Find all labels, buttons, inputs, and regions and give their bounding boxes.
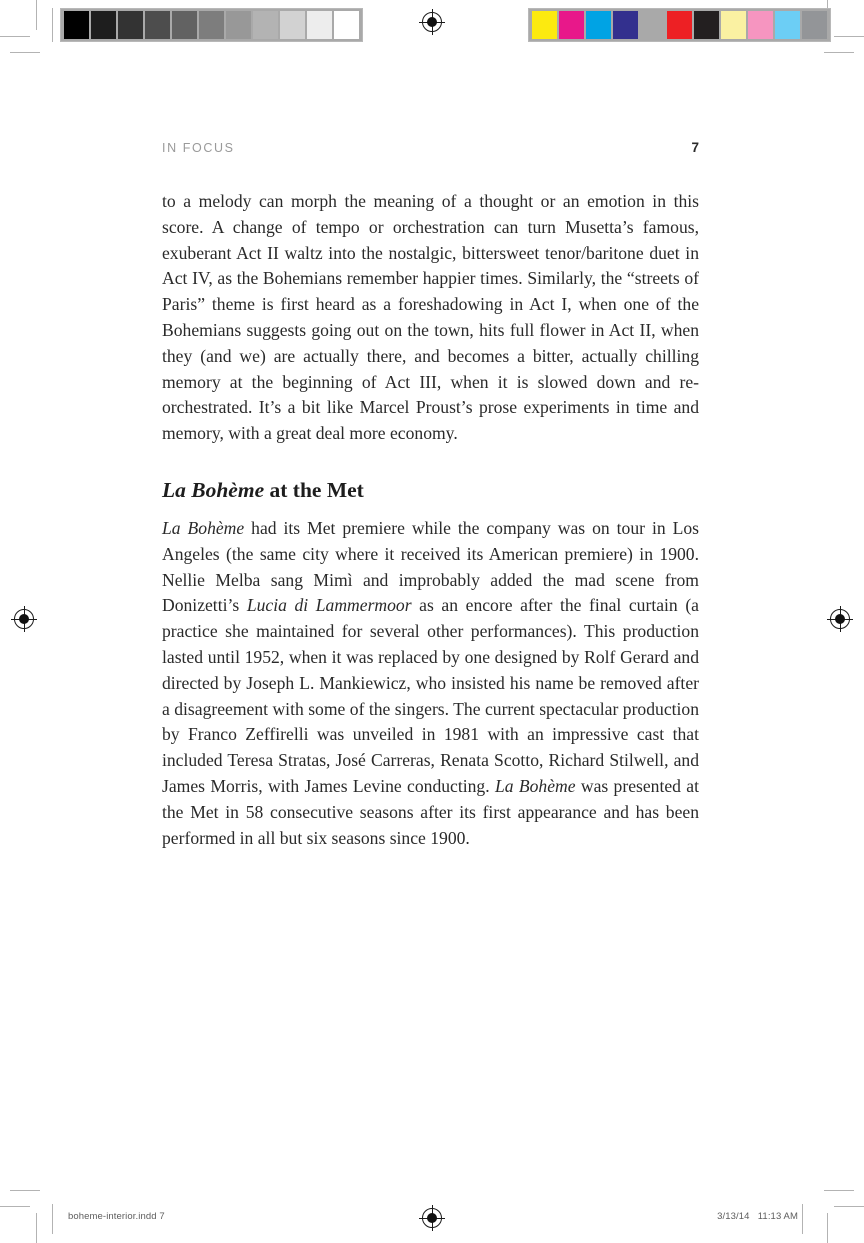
color-swatch-9 [775, 11, 800, 39]
color-swatch-5 [667, 11, 692, 39]
registration-mark-left-icon [11, 606, 37, 632]
crop-mark-right-bottom-horizontal [834, 1206, 864, 1207]
page-number: 7 [691, 140, 699, 155]
crop-mark-left-top-horizontal [0, 36, 30, 37]
color-swatch-1 [559, 11, 584, 39]
body-paragraph-intro: to a melody can morph the meaning of a thought or an emotion in this score. A change of tempo or orchestration can turn Musetta’s famous, exuberant Act II waltz into the nostalgic, bittersweet tenor/baritone duet in Act IV, as the Bohemians remember happier times. Similarly, the “streets of Paris” theme is first heard as a foreshadowing in Act I, when one of the Bohemians suggests going out on the town, hits full flower in Act II, when they (and we) are actually there, and becomes a bitter, actually chilling memory at the beginning of Act III, when it is slowed down and re-orchestrated. It’s a bit like Marcel Proust’s prose experiments in time and memory, with a great deal more economy. [162, 191, 699, 444]
section-heading [162, 477, 699, 503]
grayscale-swatch-4 [172, 11, 197, 39]
registration-mark-right-icon [827, 606, 853, 632]
crop-mark-right-top-horizontal-2 [824, 52, 854, 53]
grayscale-swatch-9 [307, 11, 332, 39]
color-swatch-4 [640, 11, 665, 39]
color-swatch-7 [721, 11, 746, 39]
slug-filename: boheme-interior.indd 7 [68, 1211, 165, 1222]
grayscale-swatch-5 [199, 11, 224, 39]
grayscale-swatch-7 [253, 11, 278, 39]
grayscale-swatch-0 [64, 11, 89, 39]
lead-work-title: La Bohème [162, 517, 245, 538]
crop-mark-left-bottom-horizontal-2 [10, 1190, 40, 1191]
color-swatch-3 [613, 11, 638, 39]
trim-guide-right-bottom [802, 1204, 803, 1234]
opera-title-lucia: Lucia di Lammermoor [246, 595, 412, 616]
trim-guide-left [52, 8, 53, 42]
crop-mark-left-bottom-horizontal [0, 1206, 30, 1207]
grayscale-swatch-3 [145, 11, 170, 39]
color-swatch-0 [532, 11, 557, 39]
page-content [162, 140, 699, 851]
section-heading-title: La Bohème [162, 477, 265, 502]
crop-mark-bottom-right-vertical [827, 1213, 828, 1243]
grayscale-swatch-10 [334, 11, 359, 39]
crop-mark-right-top-horizontal [834, 36, 864, 37]
crop-mark-bottom-left-vertical [36, 1213, 37, 1243]
met-text-2: as an encore after the final curtain (a practice she maintained for several other performances). This production lasted until 1952, when it was replaced by one designed by Rolf Gerard and directed by Joseph L. Mankiewicz, who insisted his name be removed after a disagreement with some of the singers. The current spectacular production by Franco Zeffirelli was unveiled in 1981 with an impressive cast that included Teresa Stratas, José Carreras, Renata Scotto, Richard Stilwell, and James Morris, with James Levine conducting. [162, 595, 699, 796]
grayscale-swatch-8 [280, 11, 305, 39]
grayscale-step-wedge [60, 8, 363, 42]
section-heading-rest: at the Met [264, 477, 364, 502]
trim-guide-left-bottom [52, 1204, 53, 1234]
process-color-bar [528, 8, 831, 42]
body-paragraph-met [162, 516, 699, 851]
grayscale-swatch-1 [91, 11, 116, 39]
color-swatch-10 [802, 11, 827, 39]
met-text-1: had its Met premiere while the company was on tour in Los Angeles (the same city where it received its American premiere) in 1900. Nellie Melba sang Mimì and improbably added the mad scene from Donizetti’s [162, 517, 699, 616]
met-text-3: was presented at the Met in 58 consecutive seasons after its first appearance and has been performed in all but six seasons since 1900. [162, 775, 699, 848]
running-head [162, 140, 699, 170]
crop-mark-left-top-horizontal-2 [10, 52, 40, 53]
imposition-slug [68, 1211, 798, 1222]
color-swatch-6 [694, 11, 719, 39]
registration-mark-top-icon [419, 9, 445, 35]
crop-mark-top-left-vertical [36, 0, 37, 30]
color-swatch-2 [586, 11, 611, 39]
slug-timestamp: 3/13/14 11:13 AM [717, 1211, 798, 1222]
grayscale-swatch-2 [118, 11, 143, 39]
grayscale-swatch-6 [226, 11, 251, 39]
crop-mark-right-bottom-horizontal-2 [824, 1190, 854, 1191]
running-head-label: IN FOCUS [162, 141, 235, 155]
color-swatch-8 [748, 11, 773, 39]
work-title-boheme: La Bohème [494, 775, 576, 796]
